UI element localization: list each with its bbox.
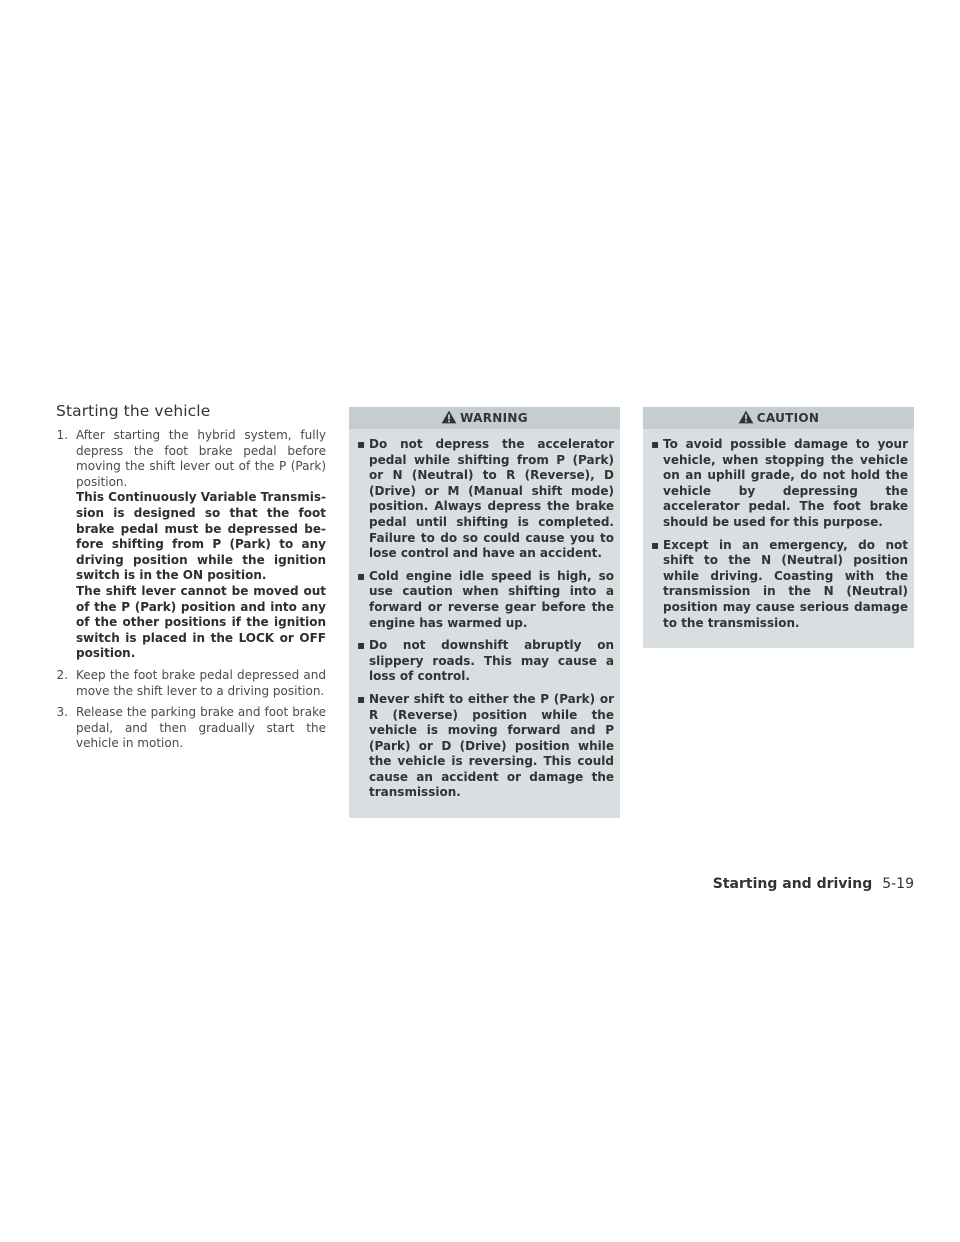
step-note: The shift lever cannot be moved out of the P (Park) position and into any of the other positions if the ignition switch is placed in the LOCK or OFF position. xyxy=(76,583,326,661)
warning-item-text: Cold engine idle speed is high, so use caution when shifting into a forward or reverse gear before the engine has warmed up. xyxy=(369,568,614,630)
bullet: ▪ xyxy=(651,537,660,552)
starting-section xyxy=(56,402,326,758)
caution-item xyxy=(649,538,908,632)
bullet: ▪ xyxy=(357,437,366,451)
bullet: ▪ xyxy=(357,568,366,583)
step-number: 1. xyxy=(56,428,68,442)
caution-title: CAUTION xyxy=(756,411,820,425)
step-number: 3. xyxy=(56,705,68,720)
caution-item-text: To avoid possible damage to your vehicle, when stopping the vehicle on an uphill grade, do not hold the vehicle by depressing the accelerator pedal. The foot brake should be used for this purpose. xyxy=(663,437,908,529)
warning-title: WARNING xyxy=(460,411,528,425)
caution-box xyxy=(643,407,914,648)
warning-item xyxy=(355,437,614,562)
step-note: This Continuously Variable Transmission is designed so that the foot brake pedal must be depressed before shifting from P (Park) to any driving position while the ignition switch is in the ON position. xyxy=(76,490,326,583)
step-text: After starting the hybrid system, fully depress the foot brake pedal before moving the shift lever out of the P (Park) position. xyxy=(76,428,326,489)
step-item xyxy=(56,668,326,699)
warning-item xyxy=(355,569,614,631)
warning-box xyxy=(349,407,620,818)
warning-item xyxy=(355,692,614,801)
warning-item xyxy=(355,638,614,685)
page-footer xyxy=(713,876,914,892)
step-item xyxy=(56,428,326,662)
warning-item-text: Do not downshift abruptly on slippery roads. This may cause a loss of control. xyxy=(369,638,614,684)
step-number: 2. xyxy=(56,667,68,682)
warning-header xyxy=(349,407,620,429)
caution-header xyxy=(643,407,914,429)
step-text: Keep the foot brake pedal depressed and move the shift lever to a driving position. xyxy=(76,667,326,698)
bullet: ▪ xyxy=(357,691,366,706)
step-text: Release the parking brake and foot brake pedal, and then gradually start the vehicle in motion. xyxy=(76,705,326,751)
caution-list xyxy=(643,429,914,631)
steps-list xyxy=(56,428,326,752)
bullet: ▪ xyxy=(357,638,366,653)
warning-triangle-icon xyxy=(441,410,457,427)
caution-item xyxy=(649,437,908,531)
bullet: ▪ xyxy=(651,437,660,451)
caution-item-text: Except in an emergency, do not shift to the N (Neutral) position while driving. Coasting with the transmission in the N (Neutral) position may cause serious damage to the transmission. xyxy=(663,537,908,630)
warning-list xyxy=(349,429,620,801)
step-item xyxy=(56,705,326,752)
section-title: Starting the vehicle xyxy=(56,402,211,420)
warning-item-text: Never shift to either the P (Park) or R (Reverse) position while the vehicle is moving forward and P (Park) or D (Drive) position while the vehicle is reversing. This could cause an accident or damage the transmission. xyxy=(369,691,614,800)
chapter-name: Starting and driving xyxy=(712,876,873,892)
warning-triangle-icon xyxy=(738,410,754,427)
page-number: 5-19 xyxy=(882,876,914,892)
warning-item-text: Do not depress the accelerator pedal while shifting from P (Park) or N (Neutral) to R (Reverse), D (Drive) or M (Manual shift mode) position. Always depress the brake pedal until shifting is completed. Failure to do so could cause you to lose control and have an accident. xyxy=(369,437,614,561)
